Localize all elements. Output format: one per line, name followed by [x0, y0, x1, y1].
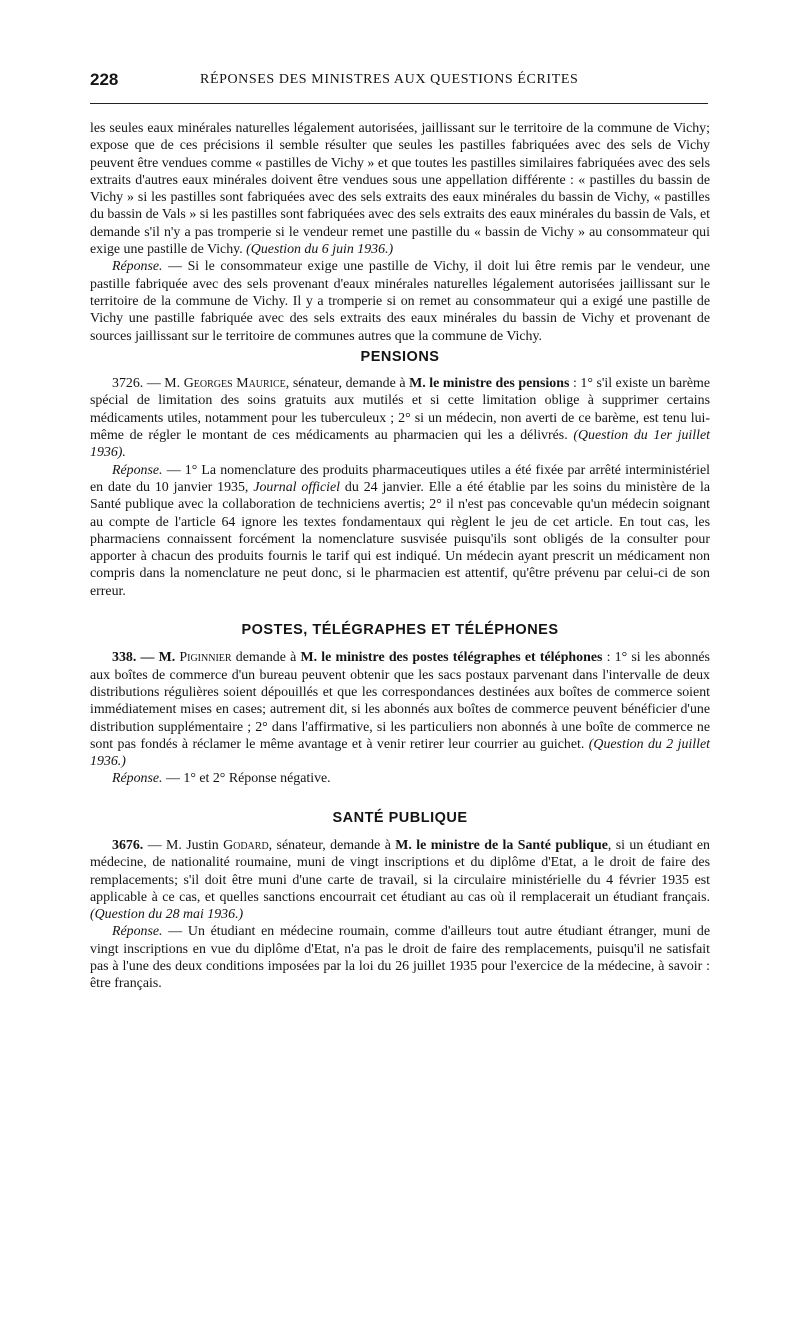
intro-reponse-label: Réponse.: [112, 259, 163, 275]
sante-question-paragraph: [90, 837, 710, 923]
intro-paragraph: [90, 120, 710, 258]
sante-first-name: Justin: [186, 837, 219, 853]
sante-dash: — M.: [147, 837, 182, 853]
sante-reponse-label: Réponse.: [112, 924, 163, 940]
postes-question-ref: (Question du 2 juillet 1936.): [90, 736, 710, 770]
sante-reponse-paragraph: [90, 923, 710, 992]
sante-person: Godard: [223, 837, 269, 853]
section-title-postes: POSTES, TÉLÉGRAPHES ET TÉLÉPHONES: [241, 622, 559, 639]
page-number: 228: [90, 70, 119, 89]
postes-lead: demande à: [231, 650, 301, 666]
running-title: RÉPONSES DES MINISTRES AUX QUESTIONS ÉCRITES: [200, 72, 579, 87]
sante-question-ref: (Question du 28 mai 1936.): [90, 907, 244, 923]
page-header: [90, 70, 710, 94]
intro-reponse-paragraph: [90, 258, 710, 344]
postes-question-paragraph: [90, 649, 710, 770]
sante-number: 3676.: [112, 837, 144, 853]
pensions-ministry: M. le ministre des pensions: [409, 376, 570, 392]
pensions-question-ref: (Question du 1er juillet 1936).: [90, 428, 710, 461]
pensions-reponse-label: Réponse.: [112, 462, 163, 478]
section-title-sante: SANTÉ PUBLIQUE: [332, 809, 468, 826]
postes-question-text: : 1° si les abonnés aux boîtes de commerce d'un bureau peuvent obtenir que les sacs postaux parvenant dans l'intervalle de deux distributions régulières soient dépouillés et que les correspondances destinées aux boîtes de commerce soient immédiatement mises en cases; autrement dit, si les abonnés aux boîtes de commerce peuvent bénéficier d'une distribution supplémentaire ; 2° dans l'affirmative, si les particuliers non abonnés à une boîte de commerce ne sont pas fondés à réclamer le même avantage et à venir retirer leur courrier au guichet.: [90, 650, 710, 752]
section-title-pensions: PENSIONS: [360, 348, 440, 365]
sante-question-text: , si un étudiant en médecine, de nationalité roumaine, muni de vingt inscriptions et du diplôme d'Etat, a le droit de faire des remplacements; s'il doit être muni d'une carte de travail, si la circulaire ministérielle du 4 février 1935 est applicable à ce cas, et quelles sanctions encourrait cet étudiant au cas où il remplacerait un étudiant français.: [90, 837, 710, 905]
postes-number: 338.: [112, 650, 137, 666]
pensions-reponse-paragraph: [90, 462, 710, 600]
pensions-reponse-text-a: — 1° La nomenclature des produits pharmaceutiques utiles a été fixée par arrêté interministériel en date du 10 janvier 1935,: [90, 462, 710, 495]
postes-reponse-paragraph: [90, 770, 710, 787]
postes-ministry: M. le ministre des postes télégraphes et téléphones: [300, 650, 603, 666]
pensions-reponse-text-b: du 24 janvier. Elle a été établie par les soins du ministère de la Santé publique avec la collaboration de techniciens avertis; 2° il n'est pas concevable qu'un médecin soignant au compte de l'article 64 ignore les textes fondamentaux qui règlent le jeu de cet article. En tout cas, les pharmaciens connaissent forcément la nomenclature susvisée puisqu'ils sont obligés de la consulter pour apporter à chacun des produits fournis le tarif qui est indiqué. Un médecin ayant prescrit un médicament non compris dans la nomenclature ne peut donc, si le pharmacien est attentif, qu'être prévenu par celui-ci de son erreur.: [90, 479, 710, 599]
sante-reponse-text: — Un étudiant en médecine roumain, comme d'ailleurs tout autre étudiant étranger, muni de vingt inscriptions en vue du diplôme d'Etat, n'a pas le droit de faire des remplacements, puisqu'il ne satisfait pas à l'une des deux conditions imposées par la loi du 26 juillet 1935 pour l'exercice de la médecine, à savoir : être français.: [90, 924, 710, 992]
sante-ministry: M. le ministre de la Santé publique: [395, 837, 608, 853]
document-body: [90, 120, 710, 993]
postes-person: Piginnier: [179, 650, 232, 666]
header-rule: [90, 103, 708, 104]
pensions-question-text: : 1° s'il existe un barème spécial de limitation des soins gratuits aux mutilés et si cette limitation oblige à supprimer certains médicaments utiles, notamment pour les tuberculeux ; 2° si un médecin, non averti de ce barème, est tenu lui-même de régler le montant de ces médicaments au pharmacien qui les a délivrés.: [90, 376, 710, 444]
sante-lead: , sénateur, demande à: [268, 837, 396, 853]
pensions-lead: , sénateur, demande à: [285, 376, 410, 392]
pensions-question-paragraph: [90, 375, 710, 461]
intro-question-ref: (Question du 6 juin 1936.): [246, 242, 394, 258]
postes-reponse-label: Réponse.: [112, 771, 163, 787]
pensions-person: Georges Maurice: [183, 376, 286, 392]
intro-text: les seules eaux minérales naturelles légalement autorisées, jaillissant sur le territoire de la commune de Vichy; expose que de ces précisions il semble résulter que seules les pastilles fabriquées avec des sels de Vichy peuvent être vendues comme « pastilles de Vichy » et que toutes les pastilles similaires fabriquées avec des sels extraits d'autres eaux minérales doivent être vendues sous une appellation différente : « pastilles du bassin de Vichy » si les pastilles sont fabriquées avec des sels extraits des eaux minérales du bassin de Vichy, « pastilles du bassin de Vals » si les pastilles sont fabriquées avec des sels extraits des eaux minérales du bassin de Vals, et demande s'il n'y a pas tromperie si le vendeur remet une pastille du « bassin de Vichy » au consommateur qui exige une pastille de Vichy.: [90, 121, 710, 258]
pensions-journal-officiel: Journal officiel: [253, 479, 341, 495]
pensions-number: 3726.: [112, 376, 144, 392]
postes-reponse-text: — 1° et 2° Réponse négative.: [166, 771, 331, 787]
pensions-dash: — M.: [146, 376, 181, 392]
intro-reponse-text: — Si le consommateur exige une pastille de Vichy, il doit lui être remis par le vendeur, une pastille fabriquée avec des sels provenant d'eaux minérales naturelles légalement autorisées jaillissant sur le territoire de la commune de Vichy. Il y a tromperie si on remet au consommateur qui a exigé une pastille de Vichy une pastille fabriquée avec des sels extraits des eaux minérales du bassin de Vichy et provenant de sources jaillissant sur le territoire de communes autres que la commune de Vichy.: [90, 259, 710, 344]
postes-dash: — M.: [140, 650, 176, 666]
